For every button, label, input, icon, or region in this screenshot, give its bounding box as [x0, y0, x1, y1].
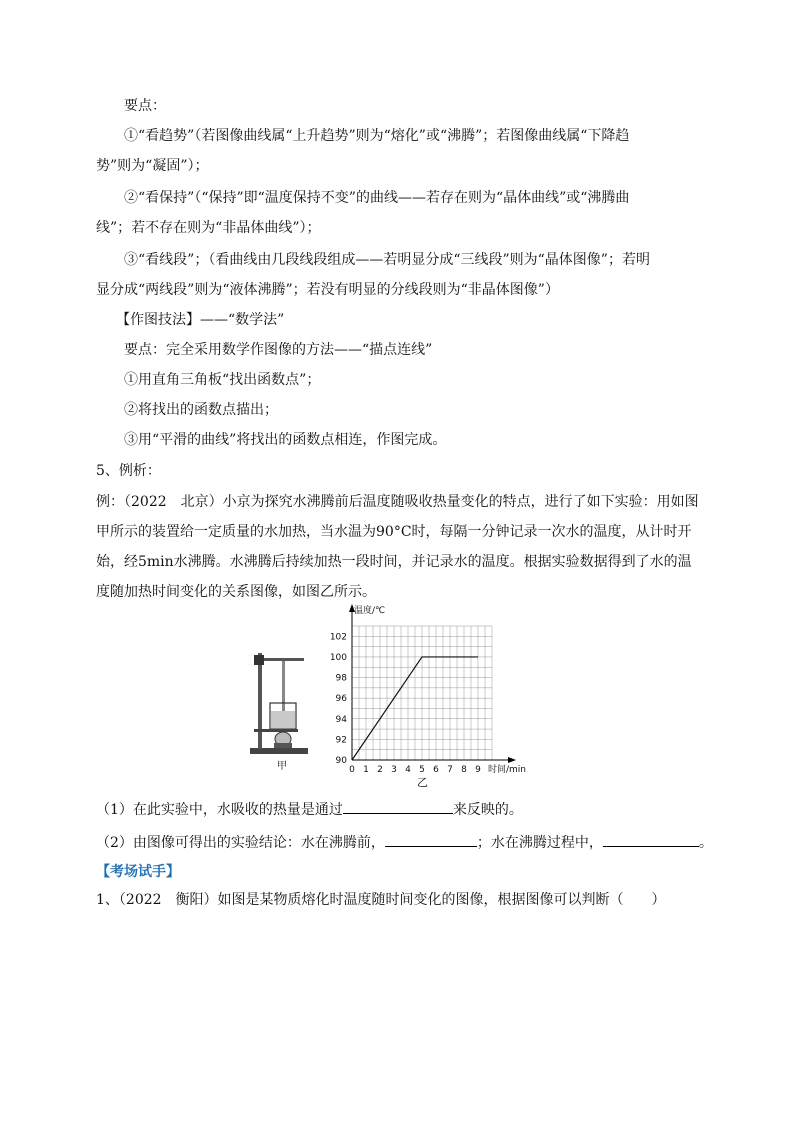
rule-trend-line1: ①“看趋势”（若图像曲线属“上升趋势”则为“熔化”或“沸腾”；若图像曲线属“下降趋: [124, 128, 630, 144]
y-axis-label: 温度/℃: [354, 606, 386, 616]
y-tick-label: 90: [335, 756, 347, 766]
clamp-knob: [254, 655, 264, 665]
rule-segment-line2: 显分成“两线段”则为“液体沸腾”；若没有明显的分线段则为“非晶体图像”）: [96, 282, 559, 298]
question-1-prefix: （1）在此实验中，水吸收的热量是通过: [96, 802, 343, 818]
figure-label-yi: 乙: [417, 776, 428, 789]
section-title: 【考场试手】: [96, 864, 180, 880]
x-tick-label: 1: [363, 765, 369, 775]
question-1-suffix: 来反映的。: [452, 802, 523, 818]
x-axis-label: 时间/min: [488, 765, 527, 775]
x-tick-label: 4: [405, 765, 411, 775]
keypoint-heading: 要点：: [124, 98, 166, 114]
burner: [274, 743, 292, 748]
apparatus-figure: [244, 645, 324, 775]
x-tick-label: 6: [433, 765, 439, 775]
rule-hold-line1: ②“看保持”（“保持”即“温度保持不变”的曲线——若存在则为“晶体曲线”或“沸腾曲: [124, 190, 630, 206]
question-2-prefix: （2）由图像可得出的实验结论：水在沸腾前，: [96, 835, 385, 851]
question-2-mid: ；水在沸腾过程中，: [476, 835, 603, 851]
stand-rod: [258, 653, 262, 749]
x-tick-label: 3: [391, 765, 397, 775]
y-tick-label: 102: [330, 632, 347, 643]
y-tick-label: 100: [330, 652, 347, 663]
x-tick-label: 7: [447, 765, 453, 775]
question-2-blank-2: [603, 832, 699, 847]
water: [271, 711, 295, 728]
x-tick-label: 8: [461, 765, 467, 775]
example-text-line4: 度随加热时间变化的关系图像，如图乙所示。: [96, 584, 376, 600]
rule-segment-line1: ③“看线段”；（看曲线由几段线段组成——若明显分成“三线段”则为“晶体图像”；若明: [124, 252, 650, 268]
x-tick-label: 0: [349, 765, 355, 775]
drawing-keypoint: 要点：完全采用数学作图像的方法——“描点连线”: [124, 342, 433, 358]
question-2: [96, 832, 713, 853]
x-tick-label: 5: [419, 765, 425, 775]
clamp-arm: [258, 658, 304, 661]
x-tick-label: 2: [377, 765, 383, 775]
drawing-step-3: ③用“平滑的曲线”将找出的函数点相连，作图完成。: [124, 432, 447, 448]
figure-label-jia: 甲: [277, 761, 287, 772]
drawing-technique-heading: 【作图技法】——“数学法”: [116, 312, 285, 328]
ring-clamp: [254, 729, 298, 732]
question-2-blank-1: [385, 832, 477, 847]
example-text-line3: 始，经5min水沸腾。水沸腾后持续加热一段时间，并记录水的温度。根据实验数据得到了水的温: [96, 554, 692, 570]
x-axis-arrow: [508, 757, 516, 763]
drawing-step-1: ①用直角三角板“找出函数点”；: [124, 372, 321, 388]
thermometer: [282, 661, 285, 715]
y-tick-label: 96: [335, 694, 347, 705]
example-heading: 5、例析：: [96, 463, 161, 479]
temperature-time-chart: [330, 600, 560, 790]
example-text-line1: 例：（2022 北京）小京为探究水沸腾前后温度随吸收热量变化的特点，进行了如下实验：用如图: [96, 494, 699, 510]
drawing-step-2: ②将找出的函数点描出；: [124, 402, 278, 418]
y-tick-label: 92: [335, 735, 347, 746]
rule-hold-line2: 线”；若不存在则为“非晶体曲线”）；: [96, 220, 321, 236]
x-tick-label: 9: [475, 765, 481, 775]
question-practice-1: 1、（2022 衡阳）如图是某物质熔化时温度随时间变化的图像，根据图像可以判断（ ）: [96, 892, 666, 908]
rule-trend-line2: 势”则为“凝固”）；: [96, 158, 209, 174]
y-tick-label: 94: [335, 714, 347, 725]
y-tick-label: 98: [335, 673, 347, 684]
question-1: [96, 799, 523, 820]
example-text-line2: 甲所示的装置给一定质量的水加热，当水温为90°C时，每隔一分钟记录一次水的温度，从计时开: [96, 524, 692, 540]
question-1-blank: [343, 799, 453, 814]
question-2-suffix: 。: [698, 835, 713, 851]
